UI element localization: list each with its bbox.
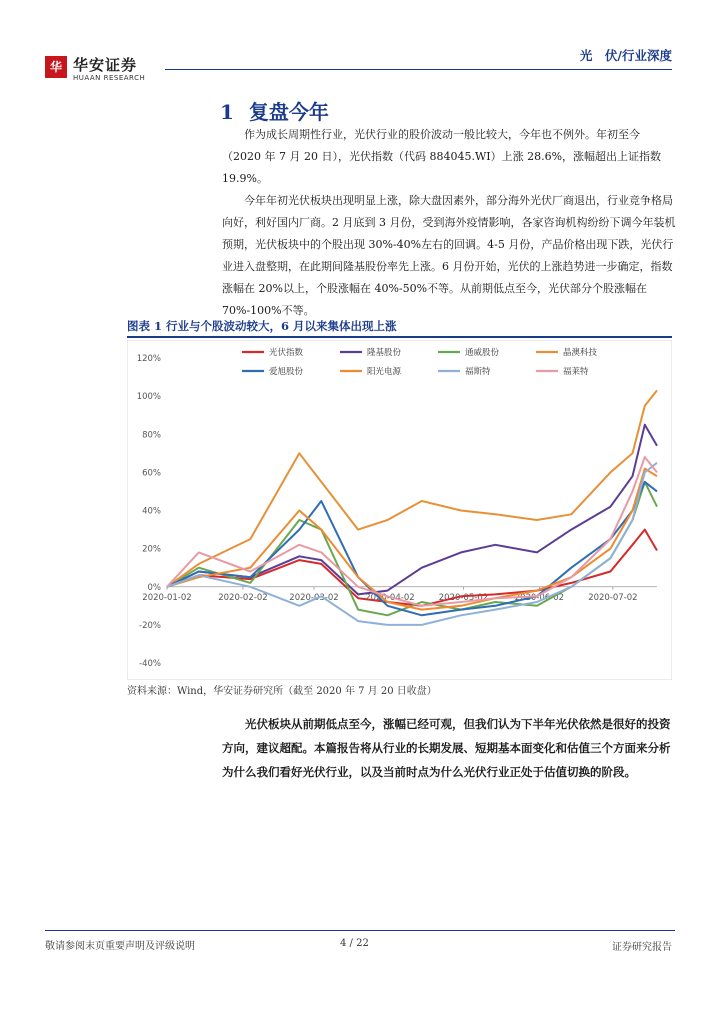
section-number: 1 — [220, 100, 234, 124]
x-tick-label: 2020-04-02 — [365, 592, 415, 603]
y-tick-label: 0% — [147, 582, 161, 593]
paragraph-2: 今年年初光伏板块出现明显上涨，除大盘因素外，部分海外光伏厂商退出，行业竞争格局向好，利好国内厂商。2 月底到 3 月份，受到海外疫情影响，各家咨询机构纷纷下调今年装机预期，光伏板块中的个股出现 30%-40%左右的回调。4-5 月份，产品价格出现下跌，光伏行业进入盘整期，在此期间隆基股份率先上涨。6 月份开始，光伏的上涨趋势进一步确定，指数涨幅在 20%以上，个股涨幅在 40%-50%不等。从前期低点至今，光伏部分个股涨幅在 70%-100%不等。 — [222, 194, 676, 317]
footer-divider — [45, 930, 675, 931]
x-tick-label: 2020-07-02 — [588, 592, 638, 603]
legend-label: 福斯特 — [465, 367, 491, 377]
legend-label: 晶澳科技 — [563, 348, 598, 358]
y-tick-label: 40% — [142, 506, 161, 517]
legend-label: 光伏指数 — [269, 348, 304, 358]
legend-label: 隆基股份 — [367, 348, 402, 358]
figure-source: 资料来源：Wind，华安证券研究所（截至 2020 年 7 月 20 日收盘） — [127, 686, 437, 697]
legend-label: 阳光电源 — [367, 367, 402, 377]
logo-english-name: HUAAN RESEARCH — [73, 74, 146, 82]
figure-divider — [127, 336, 672, 338]
y-tick-label: -40% — [139, 659, 161, 669]
chart-frame — [127, 340, 672, 680]
report-category: 光 伏/行业深度 — [579, 48, 672, 63]
conclusion-paragraph: 光伏板块从前期低点至今，涨幅已经可观，但我们认为下半年光伏依然是很好的投资方向，建议超配。本篇报告将从行业的长期发展、短期基本面变化和估值三个方面来分析为什么我们看好光伏行业，以及当前时点为什么光伏行业正处于估值切换的阶段。 — [222, 717, 671, 779]
company-logo — [45, 56, 165, 86]
y-tick-label: -20% — [139, 620, 161, 631]
section-title — [220, 96, 329, 125]
x-tick-label: 2020-03-02 — [289, 592, 339, 603]
x-tick-label: 2020-05-02 — [438, 592, 489, 603]
report-type: 证券研究报告 — [612, 942, 672, 953]
page-header — [0, 0, 724, 90]
section-title-text: 复盘今年 — [248, 100, 329, 124]
logo-seal-icon: 华 — [45, 56, 67, 78]
y-tick-label: 100% — [136, 392, 161, 403]
legend-label: 通威股份 — [465, 348, 500, 358]
x-tick-label: 2020-01-02 — [142, 592, 192, 603]
logo-name: 华安证券 — [73, 56, 138, 74]
x-tick-label: 2020-06-02 — [514, 592, 565, 603]
paragraph-1: 作为成长周期性行业，光伏行业的股价波动一般比较大，今年也不例外。年初至今（2020 年 7 月 20 日），光伏指数（代码 884045.WI）上涨 28.6%，涨幅超出上证指数 19.9%。 — [222, 128, 662, 185]
stock-performance-line-chart — [127, 340, 672, 680]
legend-label: 爱旭股份 — [269, 367, 304, 377]
footer-disclaimer: 敬请参阅末页重要声明及评级说明 — [45, 941, 195, 952]
figure-title: 图表 1 行业与个股波动较大，6 月以来集体出现上涨 — [127, 319, 397, 333]
y-tick-label: 20% — [142, 544, 161, 555]
x-tick-label: 2020-02-02 — [218, 592, 268, 603]
y-tick-label: 60% — [142, 468, 161, 479]
header-divider — [165, 69, 672, 70]
legend-label: 福莱特 — [563, 367, 589, 377]
y-tick-label: 80% — [142, 430, 161, 441]
y-tick-label: 120% — [136, 354, 161, 364]
page-number: 4 / 22 — [340, 938, 369, 949]
